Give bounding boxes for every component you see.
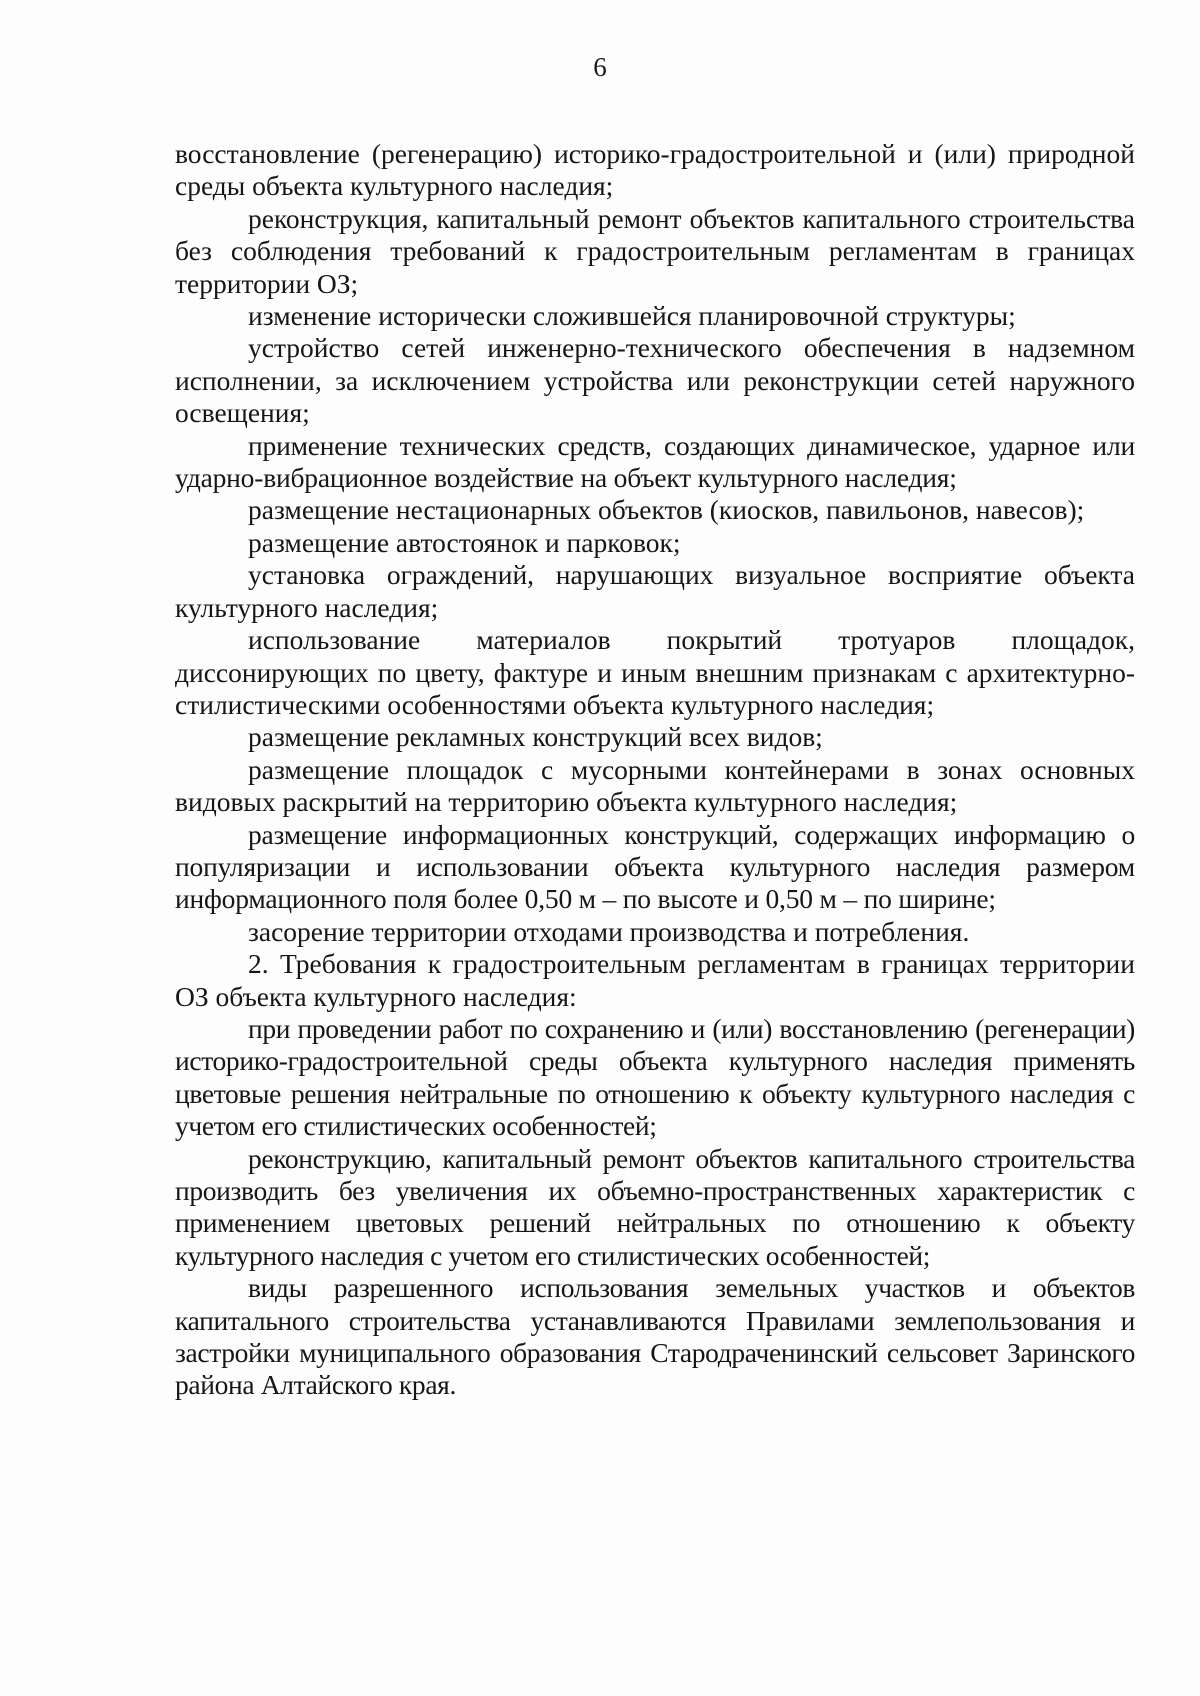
paragraph: размещение площадок с мусорными контейнерами в зонах основных видовых раскрытий на территорию объекта культурного наследия;: [175, 753, 1135, 818]
paragraph: виды разрешенного использования земельных участков и объектов капитального строительства устанавливаются Правилами землепользования и застройки муниципального образования Стародраченинский сельсовет Заринского района Алтайского края.: [175, 1272, 1135, 1401]
paragraph: 2. Требования к градостроительным регламентам в границах территории ОЗ объекта культурного наследия:: [175, 948, 1135, 1012]
paragraph: реконструкция, капитальный ремонт объектов капитального строительства без соблюдения требований к градостроительным регламентам в границах территории ОЗ;: [175, 202, 1135, 299]
paragraph: установка ограждений, нарушающих визуальное восприятие объекта культурного наследия;: [175, 559, 1135, 623]
paragraph: размещение информационных конструкций, содержащих информацию о популяризации и использовании объекта культурного наследия размером информационного поля более 0,50 м – по высоте и 0,50 м – по ширине;: [175, 818, 1135, 915]
paragraph: засорение территории отходами производства и потребления.: [248, 915, 970, 947]
paragraph: размещение автостоянок и парковок;: [248, 526, 681, 558]
paragraph: размещение нестационарных объектов (киосков, павильонов, навесов);: [248, 494, 1085, 526]
paragraph: восстановление (регенерацию) историко-градостроительной и (или) природной среды объекта культурного наследия;: [175, 138, 1135, 202]
paragraph: использование материалов покрытий тротуаров площадок, диссонирующих по цвету, фактуре и иным внешним признакам с архитектурно-стилистическими особенностями объекта культурного наследия;: [175, 624, 1135, 720]
paragraph: изменение исторически сложившейся планировочной структуры;: [248, 300, 1016, 332]
document-body: [175, 138, 1135, 1402]
page-number: 6: [593, 52, 607, 82]
paragraph: при проведении работ по сохранению и (или) восстановлению (регенерации) историко-градостроительной среды объекта культурного наследия применять цветовые решения нейтральные по отношению к объекту культурного наследия с учетом его стилистических особенностей;: [175, 1012, 1135, 1142]
paragraph: применение технических средств, создающих динамическое, ударное или ударно-вибрационное воздействие на объект культурного наследия;: [175, 429, 1135, 494]
paragraph: реконструкцию, капитальный ремонт объектов капитального строительства производить без увеличения их объемно-пространственных характеристик с применением цветовых решений нейтральных по отношению к объекту культурного наследия с учетом его стилистических особенностей;: [175, 1142, 1135, 1271]
paragraph: размещение рекламных конструкций всех видов;: [248, 721, 823, 753]
paragraph: устройство сетей инженерно-технического обеспечения в надземном исполнении, за исключением устройства или реконструкции сетей наружного освещения;: [175, 332, 1135, 429]
